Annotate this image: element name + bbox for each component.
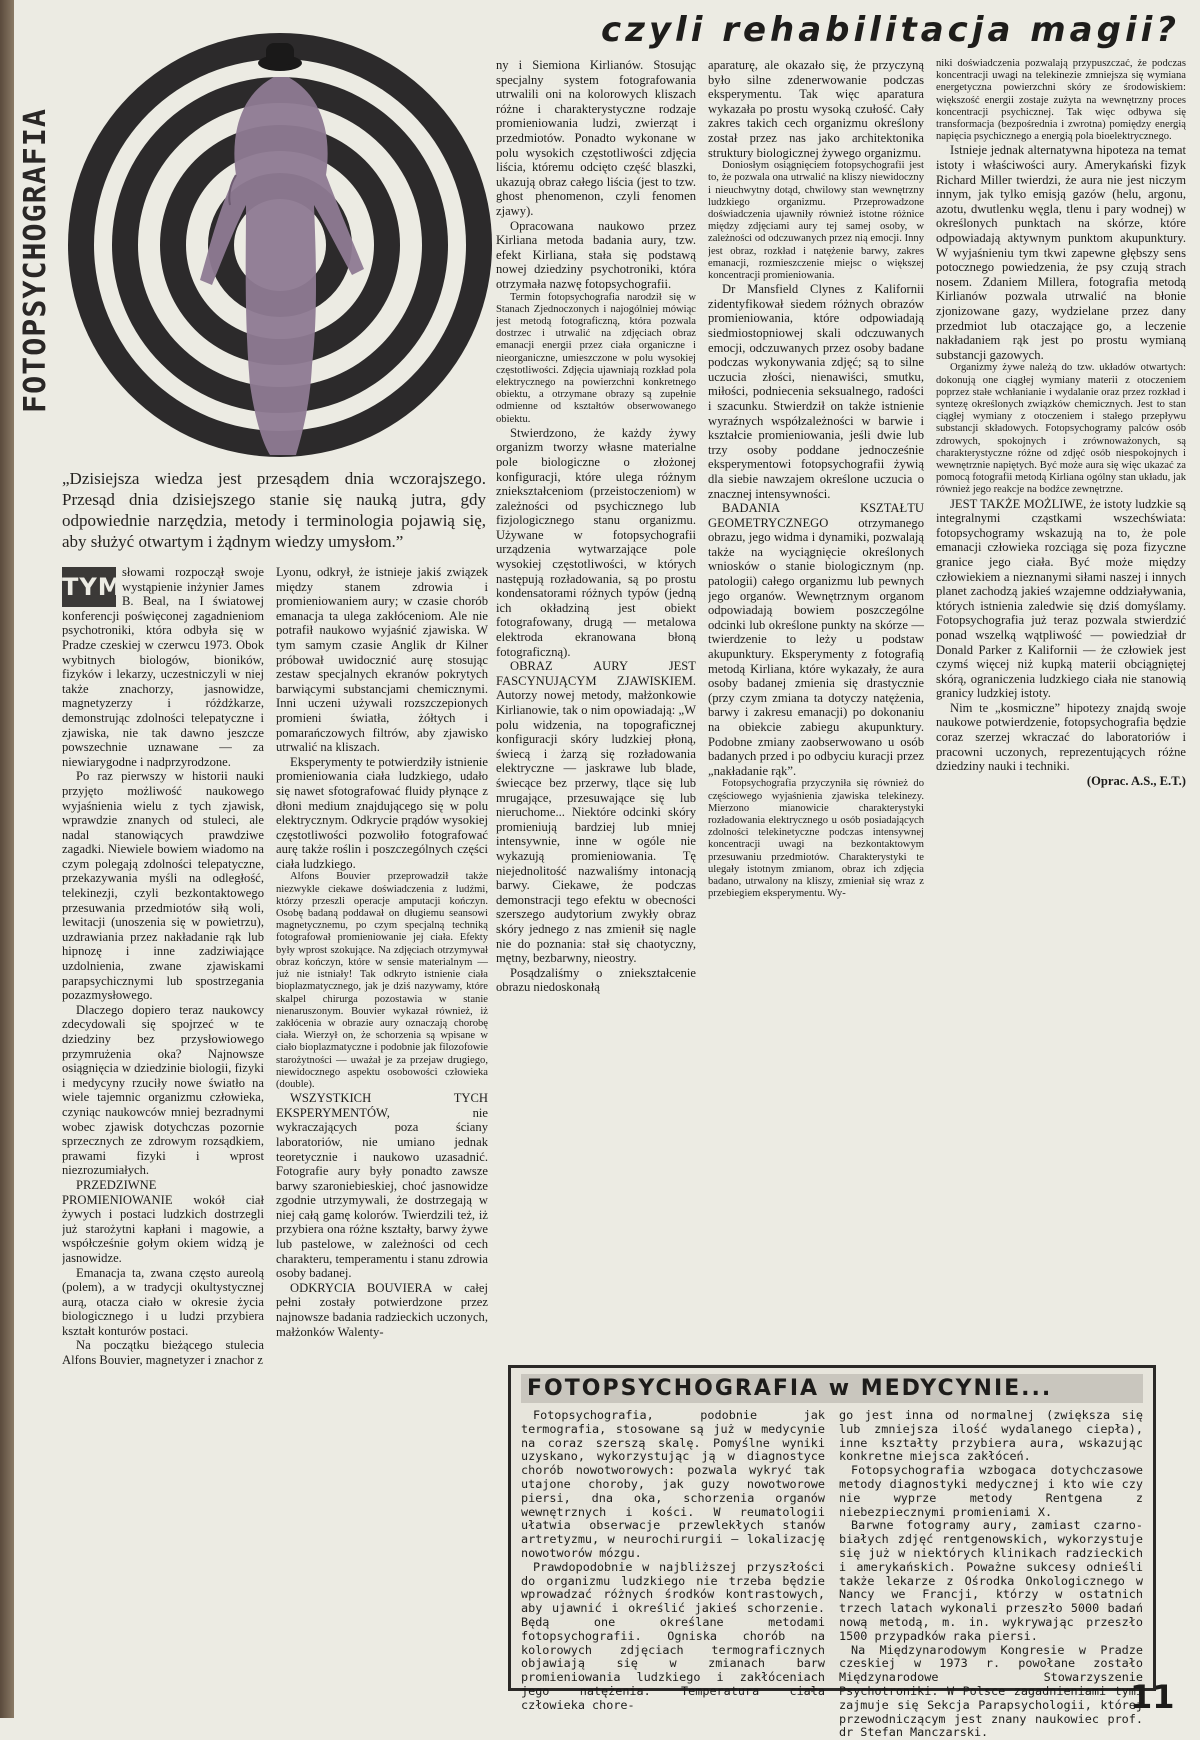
paragraph: Nim te „kosmiczne” hipotezy znajdą swoje naukowe potwierdzenie, fotopsychografia będzie coraz szerzej wkraczać do laboratoriów i pracowni uczonych, reprezentujących różne dziedziny nauki i techniki. [936, 700, 1186, 774]
page-number: 11 [1130, 1678, 1175, 1716]
sidebar-box-column-left [521, 1409, 825, 1740]
paragraph: OBRAZ AURY JEST FASCYNUJĄCYM ZJAWISKIEM. Autorzy nowej metody, małżonkowie Kirlianowie, tak o nim opowiadają: „W polu widzenia, na topograficznej konfiguracji skóry ludzkiej płoną, świecą i żarzą się rozładowania elektryczne — jaskrawe lub blade, świecące bez przerwy, tlące się lub mrugające, przesuwające się lub nieruchome... Niektóre odcinki skóry promieniują bardziej lub mniej intensywnie, inne w ogóle nie wykazują promieniowania. Tę niejednolitość nazwaliśmy intonacją barwy. Ciekawe, że podczas demonstracji tego efektu w obecności szerszego audytorium zwykły obraz skóry jednego z nas zmienił się nagle nie do poznania: stał się chaotyczny, mętny, bezbarwny, nieostry. [496, 659, 696, 966]
drop-cap: TYMI [62, 567, 116, 607]
paragraph: PRZEDZIWNE PROMIENIOWANIE wokół ciał żywych i postaci ludzkich dostrzegli już starożytni kapłani i magowie, a współcześnie gołym okiem widzą je jasnowidze. [62, 1177, 264, 1265]
sidebar-box-title: FOTOPSYCHOGRAFIA w MEDYCYNIE... [521, 1374, 1143, 1403]
paragraph: JEST TAKŻE MOŻLIWE, że istoty ludzkie są integralnymi cząstkami wszechświata: fotopsychogramy wskazują na to, że pole emanacji człowieka rozciąga się poza fizyczne granice jego ciała. Być może między człowiekiem a nieznanymi siłami naszej i innych planet zachodzą jakieś wzajemne oddziaływania, których istnienia zaledwie się dziś domyślamy. Fotopsychografia już teraz pozwala stwierdzić ponad wszelką wątpliwość — powiedział dr Donald Parker z Kalifornii — że człowiek jest czymś więcej niż kupką materii obciągniętej skórą, ograniczenia ludzkiego ciała nie stanowią granicy ludzkiej istoty. [936, 496, 1186, 701]
section-label [14, 60, 56, 460]
headline: czyli rehabilitacja magii? [600, 10, 1180, 50]
paragraph-small: niki doświadczenia pozwalają przypuszczać, że podczas koncentracji uwagi na telekinezie zmniejsza się wymiana energetyczna powierzchni skóry ze środowiskiem: większość energii zostaje zużyta na wewnętrzny proces koncentracji psychicznej. Tak więc odbywa się transformacja (bezpośrednia i zwrotna) pomiędzy energią napięcia psychicznego a energią pola bioelektrycznego. [936, 58, 1186, 143]
paragraph: Opracowana naukowo przez Kirliana metoda badania aury, tzw. efekt Kirliana, stała się podstawą nowej dziedziny psychotroniki, która otrzymała nazwę fotopsychografii. [496, 218, 696, 291]
paragraph: go jest inna od normalnej (zwiększa się lub zmniejsza ilość wydalanego ciepła), inne kształty przybiera aura, wskazując konkretne miejsca zakłóceń. [839, 1408, 1143, 1464]
paragraph: Posądzaliśmy o zniekształcenie obrazu niedoskonałą [496, 965, 696, 995]
paragraph-small: Fotopsychografia przyczyniła się również do częściowego wyjaśnienia zjawiska telekinezy. Mierzono mianowicie charakterystyki rozładowania elektrycznego u osób posiadających zdolności telekinetyczne podczas intensywnej koncentracji uwagi na bezkontaktowym przesuwaniu przedmiotów. Charakterystyki te ulegały istotnym zmianom, obraz ich zdjęcia badano, utrwalony na kliszy, zmieniał się wraz z przebiegiem eksperymentu. Wy- [708, 778, 924, 900]
paragraph: Stwierdzono, że każdy żywy organizm tworzy własne materialne pole biologiczne o złożonej konfiguracji, które ulega różnym zniekształceniom (przeistoczeniom) w zależności od psychicznego lub fizjologicznego stanu organizmu. Używane w fotopsychografii urządzenia wytwarzające pole wysokiej częstotliwości, w których następują rozładowania, są po prostu kondensatorami różnych typów (jedną ich okładziną jest obiekt fotografowany, drugą — metalowa elektroda ekranowana błoną fotograficzną). [496, 425, 696, 659]
paragraph: Po raz pierwszy w historii nauki przyjęto możliwość naukowego wyjaśnienia wielu z tych zjawisk, wprawdzie znanych od stuleci, ale nadal stanowiących prawdziwe zagadki. Niewiele bowiem wiadomo na czym polegają zdolności telepatyczne, przekazywania myśli na odległość, telekinezji, czyli bezkontaktowego przesuwania przedmiotów siłą woli, lewitacji (unoszenia się w powietrzu), uzdrawiania przez nakładanie rąk lub hipnozę i inne zadziwiające uzdolnienia, zwane zjawiskami parapsychicznymi lub spostrzegania pozazmysłowego. [62, 769, 264, 1003]
article-column-1 [62, 565, 264, 1705]
article-column-4 [708, 58, 924, 1358]
paragraph-small: Termin fotopsychografia narodził się w Stanach Zjednoczonych i najogólniej mówiąc jest metodą fotograficzną, która pozwala dostrzec i utrwalić na zdjęciach obraz emanacji energii przez ciała organiczne i nieorganiczne, umieszczone w polu wysokiej częstotliwości. Zdjęcia ujawniają rozkład pola elektrycznego na powierzchni konkretnego obiektu, a otrzymane obrazy są zupełnie odmienne od kształtów obserwowanego obiektu. [496, 291, 696, 425]
paragraph: Istnieje jednak alternatywna hipoteza na temat istoty i właściwości aury. Amerykański fizyk Richard Miller twierdzi, że aura nie jest niczym innym, jak tylko emisją gazów (helu, argonu, azotu, dwutlenku węgla, tlenu i pary wodnej) w określonych punktach na skórze, które odpowiadają aktywnym punktom akupunktury. W wyjaśnieniu tym tkwi zapewne głębszy sens potocznego powiedzenia, że psy czują strach nosem. Zdaniem Millera, fotografia metodą Kirlianów pozwala utrwalić na błonie zjonizowane gazy, wydzielane przez dany przedmiot lub otaczające go, a leczenie nakładaniem rąk jest po prostu wymianą substancji gazowych. [936, 143, 1186, 362]
paragraph: Fotopsychografia wzbogaca dotychczasowe metody diagnostyki medycznej i kto wie czy nie wyprze metody Rentgena z niebezpiecznymi promieniami X. [839, 1463, 1143, 1519]
paragraph: Dr Mansfield Clynes z Kalifornii zidentyfikował siedem różnych obrazów promieniowania, które odpowiadają siedmiostopniowej skali odczuwanych emocji, odczuwanych przez osoby badane podczas wykonywania zdjęć; są to silne uczucia złości, nienawiści, smutku, miłości, podniecenia seksualnego, radości i szacunku. Stwierdził on także istnienie wyraźnych współzależności w barwie i kształcie promieniowania, jeśli dwie lub trzy osoby poddane jednocześnie eksperymentowi fotopsychografii żywią dla siebie nawzajem określone uczucia o znacznej intensywności. [708, 282, 924, 501]
paragraph: Barwne fotogramy aury, zamiast czarno-białych zdjęć rentgenowskich, wykorzystuje się już w niektórych klinikach radzieckich i amerykańskich. Poważne sukcesy odnieśli także lekarze z Ośrodka Onkologicznego w Nancy we Francji, którzy w ostatnich trzech latach wykonali przeszło 5000 badań nową metodą, m. in. wykrywając przeszło 1500 przypadków raka piersi. [839, 1518, 1143, 1643]
sidebar-box-columns [521, 1409, 1143, 1740]
aura-figure-image [60, 25, 500, 465]
sidebar-box-column-right [839, 1409, 1143, 1740]
paragraph: ODKRYCIA BOUVIERA w całej pełni zostały potwierdzone przez najnowsze badania radzieckich uczonych, małżonków Walenty- [276, 1280, 488, 1339]
paragraph-small: Doniosłym osiągnięciem fotopsychografii jest to, że pozwala ona utrwalić na kliszy niewidoczny i nieuchwytny dotąd, chwilowy stan wewnętrzny ludzkiego organizmu. Przeprowadzone doświadczenia ujawniły również istotne różnice między zdjęciami aury tej samej osoby, w zależności od odczuwanych przez nią emocji. Inny jest obraz, rozkład i natężenie barwy, zakres emanacji, rozmieszczenie miejsc o większej koncentracji promieniowania. [708, 160, 924, 281]
aura-illustration [60, 25, 500, 465]
paragraph: aparaturę, ale okazało się, że przyczyną było silne zdenerwowanie podczas eksperymentu. Tak więc aparatura wykazała po prostu wysoką czułość. Cały zakres takich cech organizmu określony został przez nas jako architektonika struktury biologicznej żywego organizmu. [708, 58, 924, 160]
section-label-text: FOTOPSYCHOGRAFIA [17, 107, 53, 413]
paragraph: Na Międzynarodowym Kongresie w Pradze czeskiej w 1973 r. powołane zostało Międzynarodowe Stowarzyszenie Psychotroniki. W Polsce zagadnieniami tymi zajmuje się Sekcja Parapsychologii, której przewodniczącym jest znany naukowiec prof. dr Stefan Manczarski. [839, 1642, 1143, 1740]
paragraph-small: Alfons Bouvier przeprowadził także niezwykle ciekawe doświadczenia z ludźmi, którzy przeszli operacje amputacji kończyn. Osobę badaną poddawał on długiemu seansowi magnetycznemu, po czym specjalną techniką fotografował promieniowanie jej ciała. Efekty były wprost szokujące. Na zdjęciach otrzymywał obraz kończyn, które w sensie materialnym — już nie istniały! Tak odkryto istnienie ciała bioplazmatycznego, jak je dziś nazywamy, które skalpel chirurga pozostawia w stanie nienaruszonym. Bouvier wykazał również, iż zakłócenia w obrazie aury oznaczają chorobę ciała. Wierzył on, że schorzenia są wpisane w ciało bioplazmatyczne i podobnie jak filozofowie starożytności — uważał je za przejaw drugiego, niewidocznego aspektu osobowości człowieka (double). [276, 871, 488, 1090]
paragraph: Emanacja ta, zwana często aureolą (polem), a w tradycji okultystycznej aurą, otacza ciało w okresie życia biologicznego i u ludzi przybiera kształt konturów postaci. [62, 1265, 264, 1338]
paragraph: ny i Siemiona Kirlianów. Stosując specjalny system fotografowania utrwalili oni na kolorowych kliszach różne i charakterystyczne rodzaje promieniowania ludzi, zwierząt i przedmiotów. Ponadto wykonane w polu wysokich częstotliwości zdjęcia liścia, któremu odcięto część blaszki, ukazują obraz całego liścia (jest to tzw. ghost phenomenon, czyli fenomen zjawy). [496, 58, 696, 218]
paragraph: WSZYSTKICH TYCH EKSPERYMENTÓW, nie wykraczających poza ściany laboratoriów, nie umiano jednak teoretycznie i naukowo uzasadnić. Fotografie aury były ponadto zawsze barwy szaroniebieskiej, choć jasnowidze zgodnie utrzymywali, że dostrzegają w niej całą gamę kolorów. Twierdzili też, iż przybiera ona różne kształty, barwy żywe lub pastelowe, w zależności od cech charakteru, temperamentu i stanu zdrowia osoby badanej. [276, 1091, 488, 1281]
intro-quote: „Dzisiejsza wiedza jest przesądem dnia wczorajszego. Przesąd dnia dzisiejszego stanie się nauką jutra, gdy odpowiednie narzędzia, metody i terminologia pojawią się, aby służyć otwartym i żądnym wiedzy umysłom.” [62, 469, 486, 551]
paragraph: BADANIA KSZTAŁTU GEOMETRYCZNEGO otrzymanego obrazu, jego widma i dynamiki, pozwalają także na wyciągnięcie określonych wniosków o stanie biologicznym (np. patologii) całego organizmu lub pewnych jego organów. Wewnętrznym organom odpowiadają bowiem poszczególne odcinki lub określone punkty na skórze — twierdzenie to leży u podstaw akupunktury. Eksperymenty z fotografią metodą Kirliana, które wykazały, że aura osoby badanej zmienia się drastycznie (przy czym zmiana ta dotyczy natężenia, barwy i zakresu emanacji) po dokonaniu na obiekcie zabiegu akupunktury. Podobne zmiany zaobserwowano u osób badanych przed i po odbyciu kuracji przez „nakładanie rąk”. [708, 501, 924, 778]
paragraph: Prawdopodobnie w najbliższej przyszłości do organizmu ludzkiego nie trzeba będzie wprowadzać różnych środków kontrastowych, aby ujawnić i określić jakieś schorzenie. Będą one określane metodami fotopsychografii. Ogniska chorób na kolorowych zdjęciach termograficznych objawiają się w zmianach barw promieniowania ludzkiego i zakłóceniach jego natężenia. Temperatura ciała człowieka chore- [521, 1559, 825, 1712]
paragraph-small: Organizmy żywe należą do tzw. układów otwartych: dokonują one ciągłej wymiany materii z otoczeniem poprzez stałe wchłanianie i wydalanie oraz przez rozkład i syntezę określonych związków chemicznych. Jest to stan ciągłej wymiany z otoczeniem i stałego przepływu substancji składowych. Fotopsychogramy palców osób zdrowych, spokojnych i zrównoważonych, są charakterystyczne różne od zdjęć osób niespokojnych i wewnętrznie napiętych. Być może aura się więc ukazać za pomocą fotografii metodą Kirliana ogólny stan układu, jak również jego reakcje na bodźce zewnętrzne. [936, 362, 1186, 496]
article-column-2 [276, 565, 488, 1705]
article-column-3 [496, 58, 696, 1358]
paragraph: Lyonu, odkrył, że istnieje jakiś związek między stanem zdrowia i promieniowaniem aury; w czasie chorób emanacja ta ulega zakłóceniom. Ale nie potrafił naukowo wyjaśnić zjawiska. W tym samym czasie Anglik dr Kilner próbował uwidocznić aurę stosując zestaw specjalnych ekranów pokrytych barwiącymi substancjami chemicznymi. Inni uczeni używali rozszczepionych promieni światła, żółtych i pomarańczowych filtrów, aby zjawisko utrwalić na kliszach. [276, 565, 488, 755]
author-signature: (Oprac. A.S., E.T.) [1086, 773, 1186, 788]
page-spine [0, 0, 14, 1718]
paragraph: Fotopsychografia, podobnie jak termografia, stosowane są już w medycynie na coraz szerszą skalę. Pomyślne wyniki uzyskano, wykorzystując ją w diagnostyce chorób nowotworowych: pozwala wykryć tak utajone choroby, jak guzy nowotworowe piersi, dna oka, schorzenia organów wewnętrznych i kości. W reumatologii ułatwia obserwacje przewlekłych stanów artretyzmu, w neurochirurgii — lokalizację nowotworów mózgu. [521, 1408, 825, 1560]
paragraph: Na początku bieżącego stulecia Alfons Bouvier, magnetyzer i znachor z [62, 1338, 264, 1368]
paragraph: słowami rozpoczął swoje wystąpienie inżynier James B. Beal, na I światowej konferencji poświęconej zagadnieniom psychotroniki, która odbyła się w Pradze czeskiej w czerwcu 1973. Obok wybitnych biologów, bioników, fizyków i lekarzy, uczestniczyli w niej także znachorzy, jasnowidze, magnetyzerzy i różdżkarze, demonstrując zdolności telepatyczne i zjawiska, nie tak dawno jeszcze powszechnie uznawane — za niewiarygodne i nadprzyrodzone. [62, 565, 264, 769]
paragraph: Eksperymenty te potwierdziły istnienie promieniowania ciała ludzkiego, udało się nawet sfotografować fluidy płynące z dłoni medium znajdującego się w polu elektrycznym. Odkrycie prądów wysokiej częstotliwości pozwoliło fotografować aurę także roślin i poszczególnych części ciała ludzkiego. [276, 754, 488, 871]
article-column-5 [936, 58, 1186, 1358]
paragraph: Dlaczego dopiero teraz naukowcy zdecydowali się spojrzeć w te dziedziny bez przysłowiowego przymrużenia oka? Najnowsze osiągnięcia w dziedzinie biologii, fizyki i medycyny rzuciły nowe światło na wiele tajemnic organizmu człowieka, czyniąc naukowców mniej bezradnymi wobec zjawisk dotychczas pozornie sprzecznych ze zdrowym rozsądkiem, prawami fizyki i wprost niezrozumiałych. [62, 1002, 264, 1178]
